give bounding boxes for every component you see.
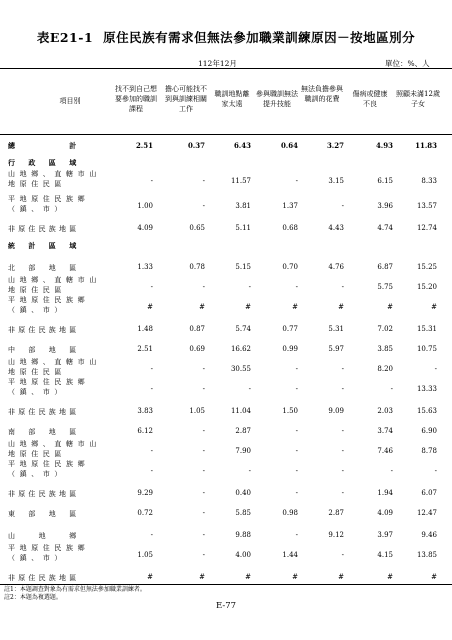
- row-label: 統 計 區 域: [8, 241, 80, 250]
- cell-value: 11.04: [230, 407, 251, 415]
- cell-value: 13.33: [416, 385, 437, 393]
- cell-value: 15.63: [416, 407, 437, 415]
- cell-value: #: [147, 573, 153, 581]
- cell-value: 3.74: [377, 427, 393, 435]
- cell-value: -: [295, 385, 298, 393]
- cell-value: -: [341, 202, 344, 210]
- cell-value: -: [341, 283, 344, 291]
- cell-value: -: [202, 202, 205, 210]
- row-label: 非原住民族地區: [8, 326, 80, 334]
- cell-value: -: [150, 177, 153, 185]
- cell-value: 11.83: [415, 141, 437, 150]
- cell-value: -: [434, 467, 437, 475]
- cell-value: #: [431, 573, 437, 581]
- cell-value: 1.94: [377, 489, 393, 497]
- cell-value: #: [387, 303, 393, 311]
- cell-value: 5.85: [235, 509, 251, 517]
- cell-value: 12.47: [416, 509, 437, 517]
- cell-value: -: [295, 447, 298, 455]
- cell-value: 15.20: [416, 283, 437, 291]
- cell-value: 0.40: [235, 489, 251, 497]
- cell-value: 0.70: [282, 263, 298, 271]
- header-bottom-rule: [0, 134, 452, 135]
- note-2: 註2：本題為複選題。: [4, 594, 62, 601]
- row-label: 山地鄉、直轄市山地原住民區: [8, 170, 101, 188]
- row-label: 山地鄉、直轄市山地原住民區: [8, 440, 101, 458]
- row-label: 山地鄉、直轄市山地原住民區: [8, 358, 101, 376]
- col-header-6: 傷病或健康不良: [352, 90, 388, 108]
- cell-value: 0.64: [280, 141, 298, 150]
- cell-value: 5.74: [235, 325, 251, 333]
- cell-value: 3.81: [235, 202, 251, 210]
- cell-value: -: [248, 467, 251, 475]
- cell-value: -: [295, 427, 298, 435]
- cell-value: -: [390, 467, 393, 475]
- cell-value: 5.15: [235, 263, 251, 271]
- cell-value: 4.09: [137, 224, 153, 232]
- cell-value: 0.77: [282, 325, 298, 333]
- cell-value: 5.97: [328, 345, 344, 353]
- cell-value: 6.87: [377, 263, 393, 271]
- cell-value: 3.15: [328, 177, 344, 185]
- col-header-2: 擔心可能找不到與訓練相關工作: [165, 85, 207, 113]
- cell-value: 0.99: [282, 345, 298, 353]
- row-label: 南 部 地 區: [8, 428, 80, 436]
- cell-value: 0.72: [137, 509, 153, 517]
- cell-value: -: [248, 283, 251, 291]
- cell-value: 7.02: [377, 325, 393, 333]
- cell-value: 8.33: [421, 177, 437, 185]
- cell-value: 1.48: [137, 325, 153, 333]
- cell-value: -: [202, 177, 205, 185]
- cell-value: 3.85: [377, 345, 393, 353]
- row-label: 總 計: [8, 141, 80, 150]
- cell-value: -: [295, 365, 298, 373]
- cell-value: 1.05: [189, 407, 205, 415]
- cell-value: 12.74: [416, 224, 437, 232]
- col-header-5: 無法負擔參與職訓的花費: [301, 85, 343, 103]
- table-code: 表E21-1: [36, 30, 94, 45]
- cell-value: 6.15: [377, 177, 393, 185]
- cell-value: 9.46: [421, 531, 437, 539]
- cell-value: -: [341, 365, 344, 373]
- cell-value: 4.74: [377, 224, 393, 232]
- cell-value: -: [202, 365, 205, 373]
- cell-value: 4.15: [377, 551, 393, 559]
- cell-value: 4.00: [235, 551, 251, 559]
- cell-value: -: [295, 283, 298, 291]
- row-label: 中 部 地 區: [8, 346, 80, 354]
- row-label: 平地原住民族鄉（鎮、市）: [8, 195, 90, 213]
- cell-value: #: [387, 573, 393, 581]
- cell-value: 9.29: [137, 489, 153, 497]
- cell-value: -: [202, 467, 205, 475]
- row-label: 非原住民族地區: [8, 225, 80, 233]
- row-label: 山 地 鄉: [8, 532, 80, 540]
- cell-value: #: [199, 303, 205, 311]
- cell-value: #: [199, 573, 205, 581]
- cell-value: -: [202, 551, 205, 559]
- cell-value: 7.90: [235, 447, 251, 455]
- cell-value: 2.87: [328, 509, 344, 517]
- cell-value: #: [292, 573, 298, 581]
- cell-value: 9.12: [328, 531, 344, 539]
- cell-value: 0.69: [189, 345, 205, 353]
- row-label: 非原住民族地區: [8, 408, 80, 416]
- cell-value: #: [245, 573, 251, 581]
- row-label: 非原住民族地區: [8, 574, 80, 582]
- cell-value: 13.85: [416, 551, 437, 559]
- cell-value: 3.96: [377, 202, 393, 210]
- table-title: [0, 28, 452, 46]
- col-header-7: 照顧未滿12歲子女: [396, 90, 440, 108]
- cell-value: 2.03: [377, 407, 393, 415]
- cell-value: 6.07: [421, 489, 437, 497]
- cell-value: 9.09: [328, 407, 344, 415]
- cell-value: -: [341, 385, 344, 393]
- cell-value: 15.25: [416, 263, 437, 271]
- cell-value: -: [150, 283, 153, 291]
- row-label: 山地鄉、直轄市山地原住民區: [8, 276, 101, 294]
- row-label: 平地原住民族鄉（鎮、市）: [8, 296, 90, 314]
- cell-value: -: [150, 531, 153, 539]
- cell-value: 0.78: [189, 263, 205, 271]
- cell-value: -: [434, 365, 437, 373]
- cell-value: -: [295, 467, 298, 475]
- cell-value: -: [202, 427, 205, 435]
- row-label: 平地原住民族鄉（鎮、市）: [8, 544, 90, 562]
- cell-value: 0.68: [282, 224, 298, 232]
- cell-value: 9.88: [235, 531, 251, 539]
- cell-value: 30.55: [230, 365, 251, 373]
- cell-value: -: [150, 467, 153, 475]
- cell-value: 1.00: [137, 202, 153, 210]
- header-top-rule: [0, 68, 452, 69]
- period-label: 112年12月: [198, 59, 237, 68]
- cell-value: 13.57: [416, 202, 437, 210]
- table-title-text: 原住民族有需求但無法參加職業訓練原因－按地區別分: [103, 30, 416, 45]
- cell-value: 8.20: [377, 365, 393, 373]
- cell-value: 4.76: [328, 263, 344, 271]
- cell-value: 6.43: [233, 141, 251, 150]
- cell-value: -: [150, 365, 153, 373]
- cell-value: -: [295, 531, 298, 539]
- cell-value: -: [202, 509, 205, 517]
- cell-value: 2.87: [235, 427, 251, 435]
- cell-value: 0.37: [187, 141, 205, 150]
- cell-value: 11.57: [230, 177, 251, 185]
- cell-value: 16.62: [230, 345, 251, 353]
- cell-value: 5.75: [377, 283, 393, 291]
- cell-value: 3.97: [377, 531, 393, 539]
- cell-value: -: [202, 283, 205, 291]
- unit-label: 單位：%、人: [385, 59, 430, 68]
- cell-value: 4.09: [377, 509, 393, 517]
- cell-value: -: [202, 447, 205, 455]
- cell-value: -: [295, 489, 298, 497]
- cell-value: 8.78: [421, 447, 437, 455]
- col-header-3: 職訓地點離家太遠: [214, 90, 250, 108]
- cell-value: -: [202, 385, 205, 393]
- cell-value: #: [338, 303, 344, 311]
- note-1: 註1：本題調查對象為有需求但無法參加職業訓練者。: [4, 586, 146, 593]
- row-label: 北 部 地 區: [8, 264, 80, 272]
- cell-value: -: [295, 177, 298, 185]
- cell-value: 3.27: [326, 141, 344, 150]
- cell-value: -: [341, 551, 344, 559]
- cell-value: 15.31: [416, 325, 437, 333]
- cell-value: #: [338, 573, 344, 581]
- row-label: 非原住民族地區: [8, 490, 80, 498]
- row-label: 平地原住民族鄉（鎮、市）: [8, 460, 90, 478]
- col-header-1: 找不到自己想要參加的職訓課程: [115, 85, 157, 113]
- cell-value: 0.65: [189, 224, 205, 232]
- cell-value: #: [431, 303, 437, 311]
- row-label: 東 部 地 區: [8, 510, 80, 518]
- cell-value: 1.50: [282, 407, 298, 415]
- cell-value: 5.31: [328, 325, 344, 333]
- col-header-item: 項目別: [59, 97, 81, 105]
- cell-value: -: [202, 531, 205, 539]
- cell-value: 3.83: [137, 407, 153, 415]
- cell-value: -: [248, 385, 251, 393]
- cell-value: #: [292, 303, 298, 311]
- cell-value: 1.33: [137, 263, 153, 271]
- cell-value: -: [341, 467, 344, 475]
- cell-value: 0.87: [189, 325, 205, 333]
- cell-value: 4.93: [375, 141, 393, 150]
- cell-value: -: [150, 385, 153, 393]
- col-header-4: 參與職訓無法提升技能: [256, 90, 298, 108]
- cell-value: #: [245, 303, 251, 311]
- row-label: 平地原住民族鄉（鎮、市）: [8, 378, 90, 396]
- cell-value: 0.98: [282, 509, 298, 517]
- cell-value: 1.44: [282, 551, 298, 559]
- cell-value: 1.37: [282, 202, 298, 210]
- cell-value: 6.90: [421, 427, 437, 435]
- cell-value: 2.51: [135, 141, 153, 150]
- cell-value: 2.51: [137, 345, 153, 353]
- cell-value: 1.05: [137, 551, 153, 559]
- cell-value: -: [150, 447, 153, 455]
- cell-value: -: [341, 427, 344, 435]
- cell-value: #: [147, 303, 153, 311]
- cell-value: 6.12: [137, 427, 153, 435]
- cell-value: -: [202, 489, 205, 497]
- cell-value: 10.75: [416, 345, 437, 353]
- page-number: E-77: [215, 601, 237, 611]
- cell-value: 4.43: [328, 224, 344, 232]
- notes: [4, 586, 146, 602]
- table-bottom-rule: [0, 584, 452, 585]
- cell-value: 5.11: [235, 224, 251, 232]
- cell-value: -: [390, 385, 393, 393]
- cell-value: -: [341, 489, 344, 497]
- cell-value: -: [341, 447, 344, 455]
- cell-value: 7.46: [377, 447, 393, 455]
- row-label: 行 政 區 域: [8, 158, 80, 167]
